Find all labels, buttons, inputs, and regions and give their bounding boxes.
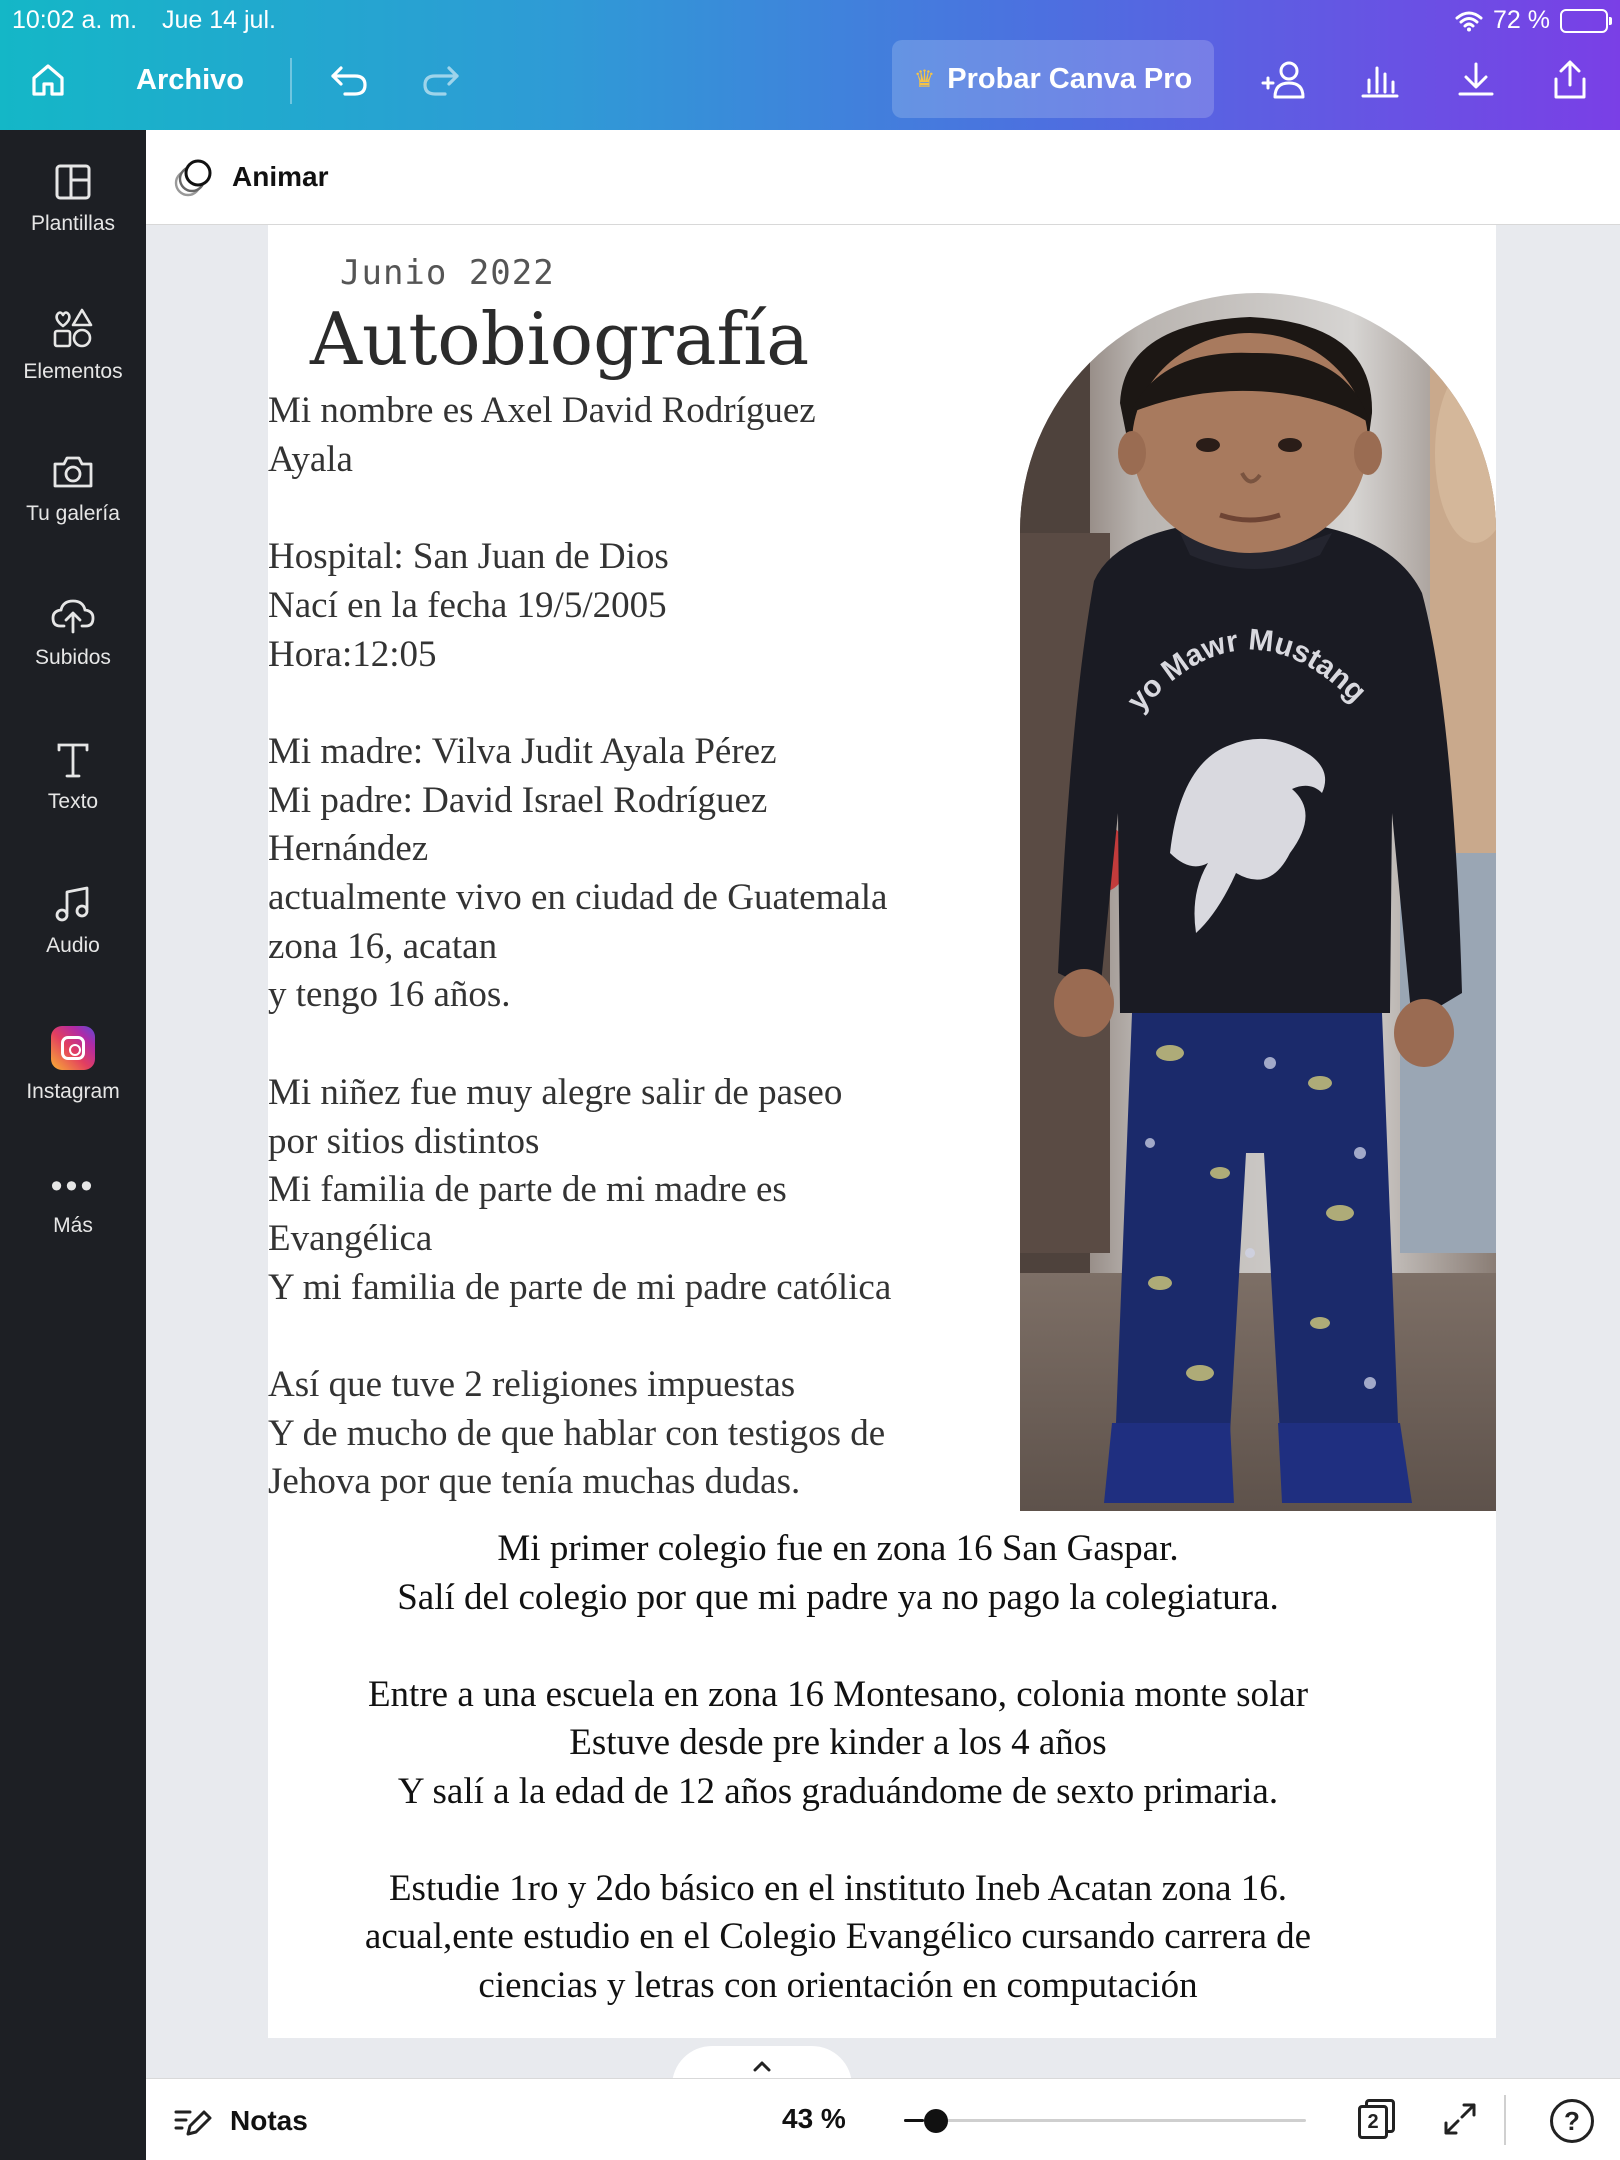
design-page[interactable] <box>268 225 1496 2038</box>
export-button[interactable] <box>1540 50 1600 110</box>
biography-text[interactable] <box>268 387 1028 1507</box>
page-count-button[interactable] <box>1352 2097 1398 2143</box>
bio-line: Mi padre: David Israel Rodríguez <box>268 779 768 821</box>
try-pro-button[interactable] <box>892 40 1214 118</box>
add-people-icon <box>1259 59 1309 101</box>
wifi-icon <box>1455 10 1483 32</box>
context-toolbar <box>146 130 1620 225</box>
download-icon <box>1456 60 1496 100</box>
school-line: acual,ente estudio en el Colegio Evangélico cursando carrera de <box>364 1916 1312 1957</box>
sidebar-item-label: Elementos <box>23 360 123 383</box>
school-spacer <box>268 1816 1408 1865</box>
share-export-icon <box>1550 59 1590 101</box>
status-date: Jue 14 jul. <box>162 6 276 34</box>
sidebar-item-label: Instagram <box>26 1080 120 1103</box>
templates-icon <box>53 162 93 202</box>
bio-spacer <box>268 679 1028 728</box>
notes-label: Notas <box>230 2105 308 2136</box>
sidebar-item-text[interactable] <box>0 740 146 860</box>
animate-icon <box>172 155 216 199</box>
help-icon: ? <box>1564 2105 1580 2136</box>
battery-percent: 72 % <box>1493 6 1550 34</box>
elements-icon <box>51 306 95 350</box>
bio-line: zona 16, acatan <box>268 925 498 967</box>
school-line: Y salí a la edad de 12 años graduándome de sexto primaria. <box>397 1770 1279 1812</box>
bio-line: Hora:12:05 <box>268 633 437 675</box>
page-count: 2 <box>1358 2105 1388 2139</box>
sidebar-item-label: Más <box>53 1214 93 1237</box>
bio-line: Hernández <box>268 828 429 870</box>
bio-spacer <box>268 484 1028 533</box>
home-icon <box>28 60 68 100</box>
share-people-button[interactable] <box>1254 50 1314 110</box>
undo-button[interactable] <box>322 50 378 110</box>
bar-chart-icon <box>1359 60 1401 100</box>
schooling-text[interactable] <box>268 1525 1408 2010</box>
school-spacer <box>268 1622 1408 1671</box>
status-time: 10:02 a. m. <box>12 6 138 34</box>
bio-line: Hospital: San Juan de Dios <box>268 536 669 578</box>
animate-label: Animar <box>232 161 329 192</box>
bio-line: Y mi familia de parte de mi padre católica <box>268 1266 892 1308</box>
sidebar-item-templates[interactable] <box>0 162 146 282</box>
bio-line: Evangélica <box>268 1217 433 1259</box>
crown-icon: ♛ <box>913 65 936 93</box>
zoom-slider-fill <box>904 2119 924 2122</box>
photo-illustration <box>1020 293 1496 1511</box>
text-icon <box>53 740 93 780</box>
bio-line: y tengo 16 años. <box>268 974 511 1016</box>
status-right <box>1455 6 1608 35</box>
sidebar-item-audio[interactable] <box>0 884 146 1004</box>
status-bar <box>12 6 1608 34</box>
download-button[interactable] <box>1446 50 1506 110</box>
bio-line: Jehova por que tenía muchas dudas. <box>268 1461 801 1503</box>
redo-button[interactable] <box>412 50 468 110</box>
help-button[interactable] <box>1550 2099 1594 2143</box>
bio-line: Mi nombre es Axel David Rodríguez <box>268 390 816 431</box>
insights-button[interactable] <box>1350 50 1410 110</box>
shirt-text: yo Mawr Mustang <box>1120 623 1373 718</box>
try-pro-label: Probar Canva Pro <box>947 62 1193 95</box>
instagram-icon <box>51 1026 95 1070</box>
bio-line: Ayala <box>268 438 353 480</box>
toolbar-divider <box>290 58 292 104</box>
zoom-level: 43 % <box>782 2103 846 2134</box>
bio-line: actualmente vivo en ciudad de Guatemala <box>268 877 888 918</box>
bio-line: Así que tuve 2 religiones impuestas <box>268 1364 796 1405</box>
zoom-slider-track <box>904 2119 1306 2122</box>
school-line: Mi primer colegio fue en zona 16 San Gaspar. <box>497 1528 1179 1569</box>
cloud-upload-icon <box>50 596 96 636</box>
sidebar-item-label: Audio <box>46 934 100 957</box>
bio-line: Nací en la fecha 19/5/2005 <box>268 584 667 626</box>
bottom-bar <box>146 2078 1620 2160</box>
bio-line: Y de mucho de que hablar con testigos de <box>268 1412 886 1454</box>
expand-icon <box>1440 2099 1480 2139</box>
bio-line: Mi familia de parte de mi madre es <box>268 1169 787 1211</box>
school-line: ciencias y letras con orientación en computación <box>478 1964 1198 2006</box>
undo-icon <box>329 62 371 98</box>
sidebar <box>0 130 146 2160</box>
file-menu-button[interactable]: Archivo <box>136 63 244 96</box>
fullscreen-button[interactable] <box>1440 2099 1486 2145</box>
child-photo[interactable] <box>1020 293 1496 1511</box>
document-title[interactable]: Autobiografía <box>310 297 810 381</box>
sidebar-item-label: Texto <box>47 790 99 813</box>
sidebar-item-label: Tu galería <box>26 502 120 525</box>
bio-line: Mi niñez fue muy alegre salir de paseo <box>268 1071 843 1113</box>
sidebar-item-label: Subidos <box>35 646 111 669</box>
top-toolbar <box>0 0 1620 130</box>
redo-icon <box>419 62 461 98</box>
sidebar-item-gallery[interactable] <box>0 452 146 572</box>
sidebar-item-more[interactable] <box>0 1166 146 1286</box>
school-line: Estuve desde pre kinder a los 4 años <box>569 1722 1107 1763</box>
sidebar-item-uploads[interactable] <box>0 596 146 716</box>
music-note-icon <box>53 884 93 924</box>
sidebar-item-elements[interactable] <box>0 306 146 426</box>
notes-button[interactable] <box>172 2097 308 2145</box>
sidebar-item-instagram[interactable] <box>0 1026 146 1146</box>
home-button[interactable] <box>20 50 76 110</box>
bio-line: por sitios distintos <box>268 1120 540 1162</box>
document-date[interactable]: Junio 2022 <box>340 253 555 293</box>
camera-icon <box>51 452 95 492</box>
bio-line: Mi madre: Vilva Judit Ayala Pérez <box>268 730 777 772</box>
sidebar-item-label: Plantillas <box>30 212 116 235</box>
bio-spacer <box>268 1312 1028 1361</box>
school-line: Salí del colegio por que mi padre ya no pago la colegiatura. <box>397 1576 1279 1618</box>
zoom-slider[interactable] <box>904 2107 1306 2135</box>
zoom-slider-handle[interactable] <box>924 2109 948 2133</box>
bio-spacer <box>268 1020 1028 1069</box>
school-line: Estudie 1ro y 2do básico en el instituto Ineb Acatan zona 16. <box>388 1867 1288 1909</box>
more-dots-icon: ••• <box>50 1167 96 1205</box>
animate-button[interactable] <box>172 152 328 202</box>
school-line: Entre a una escuela en zona 16 Montesano, colonia monte solar <box>367 1673 1309 1715</box>
notes-pencil-icon <box>172 2104 212 2138</box>
battery-icon <box>1560 9 1608 33</box>
bottom-divider <box>1504 2095 1506 2145</box>
chevron-up-icon <box>751 2059 773 2073</box>
